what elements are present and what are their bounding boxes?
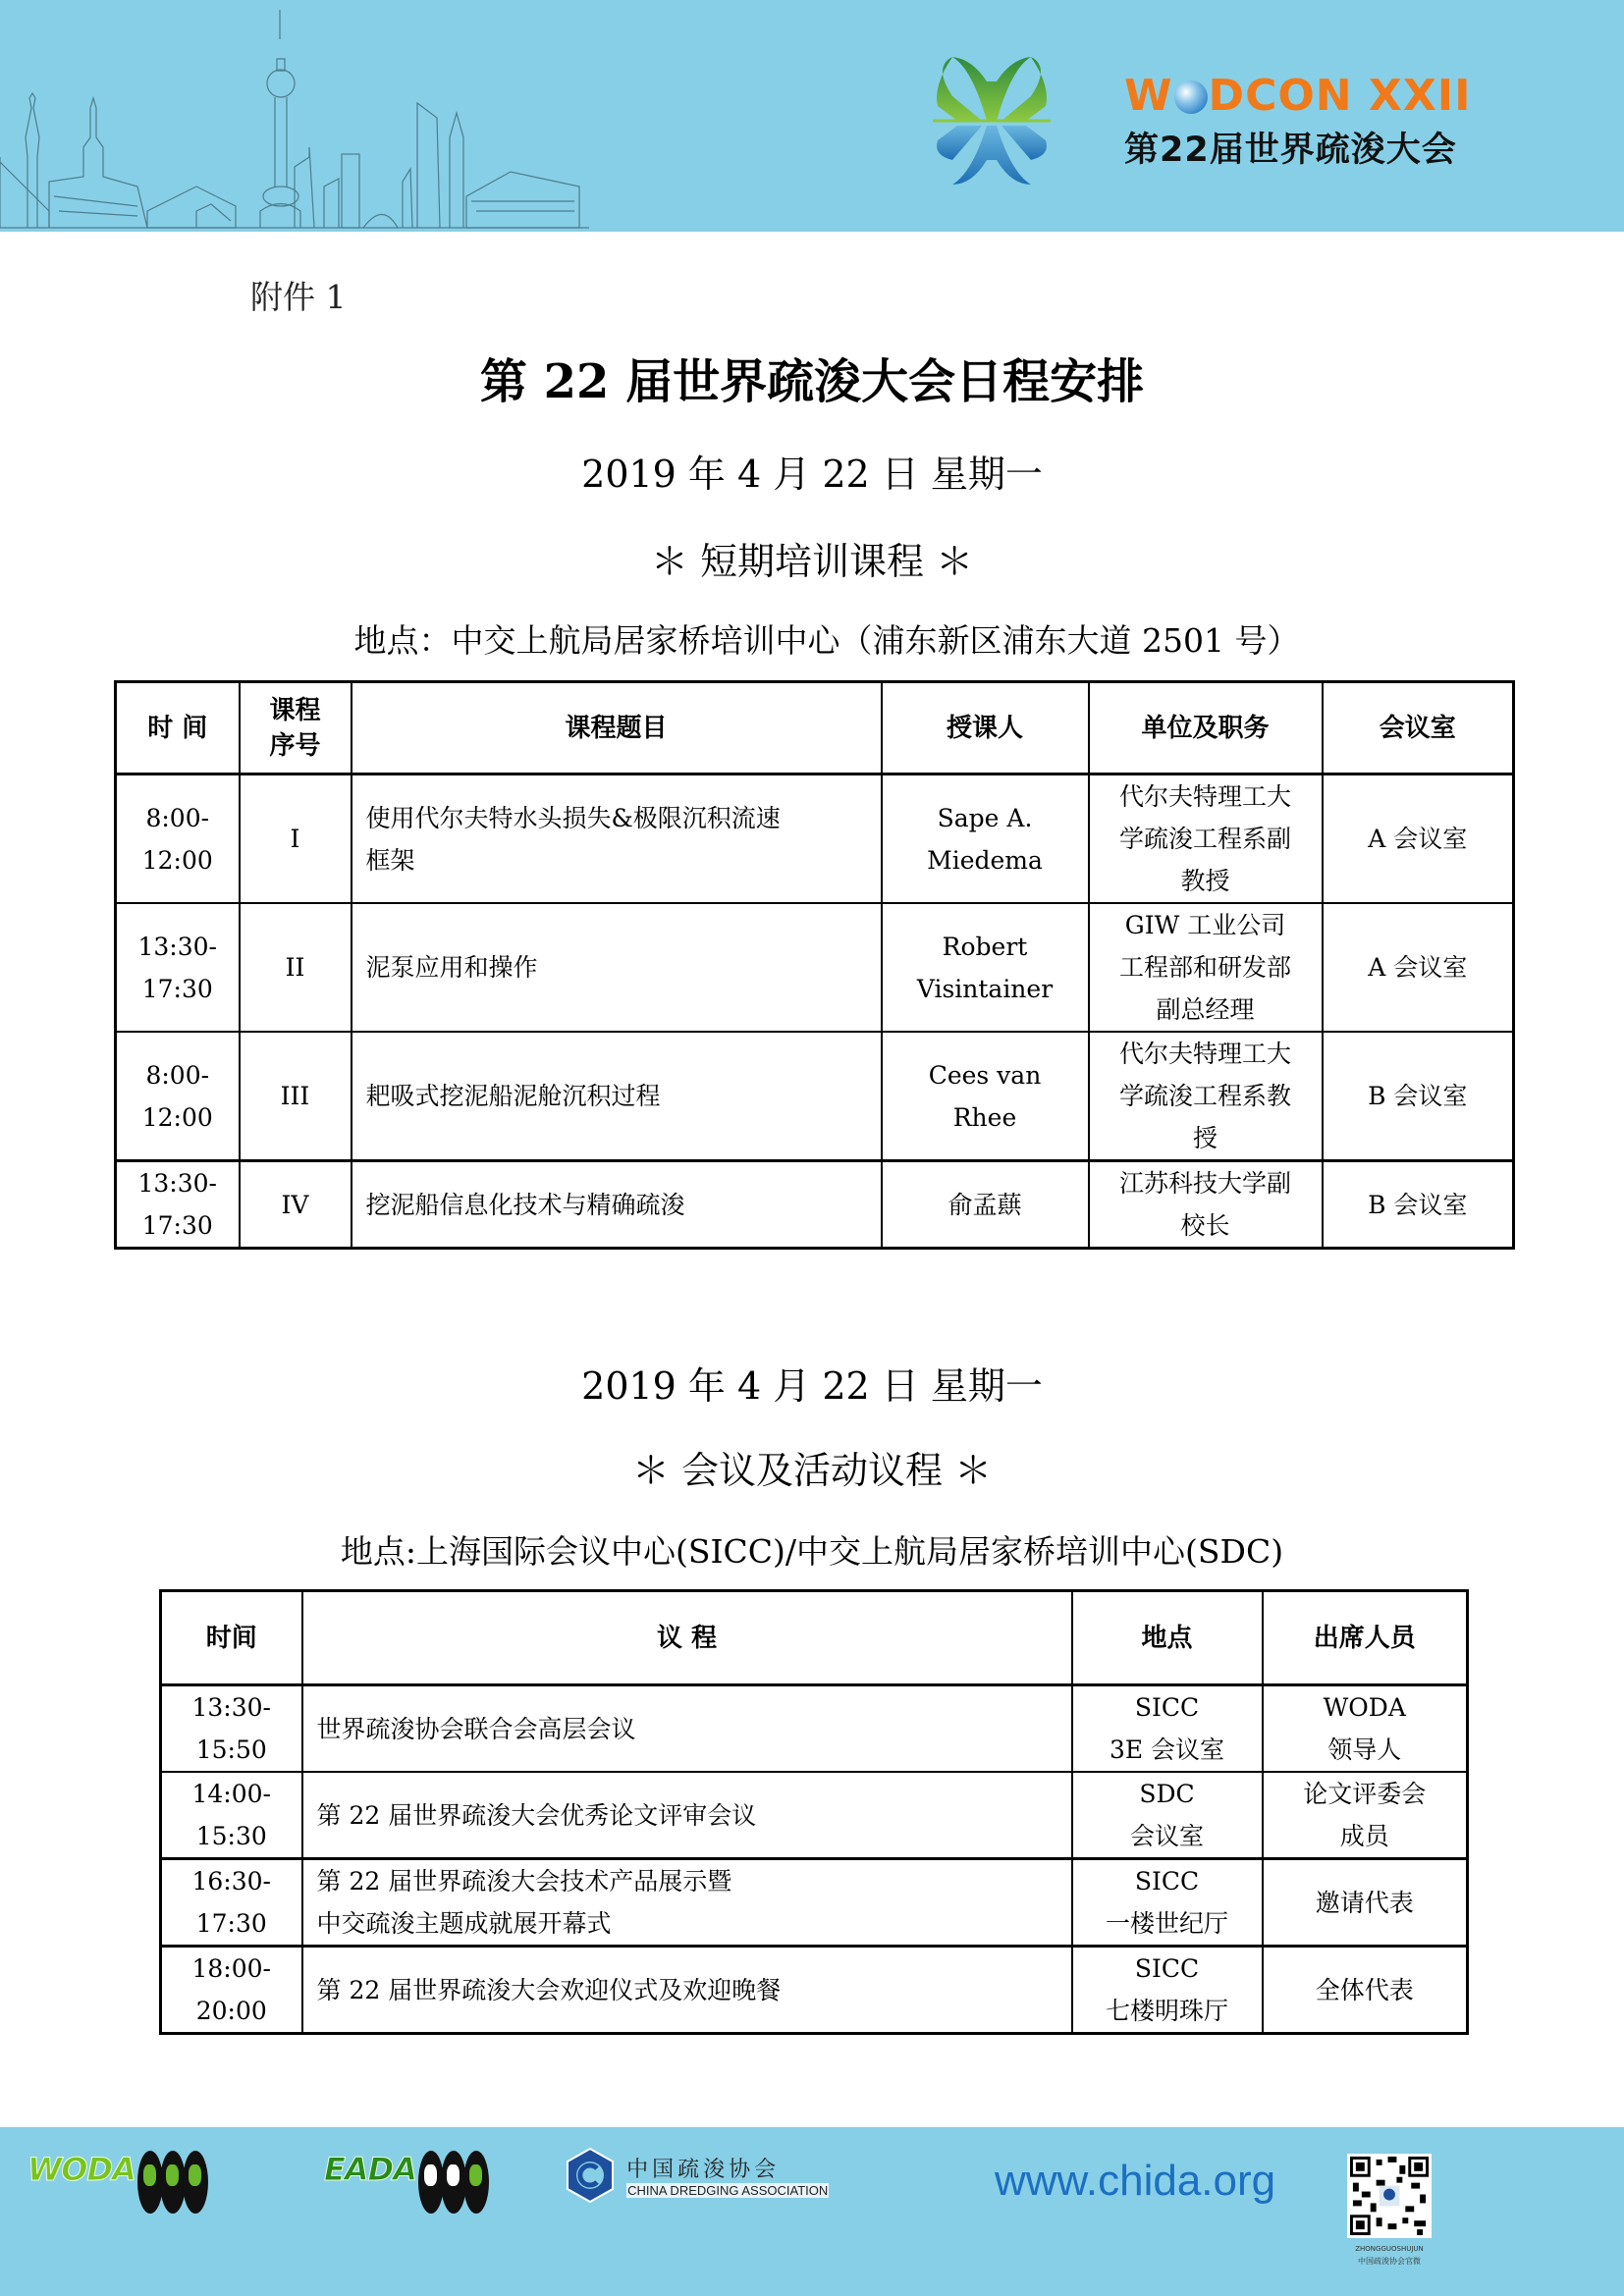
time-cell: 18:00- 20:00 (161, 1947, 302, 2034)
room-cell: A 会议室 (1323, 903, 1514, 1032)
column-header: 时 间 (116, 682, 240, 774)
time-cell: 8:00- 12:00 (116, 774, 240, 904)
affiliation-cell: 代尔夫特理工大 学疏浚工程系教 授 (1089, 1032, 1323, 1161)
header-banner (0, 0, 1624, 232)
qr-code-icon (1347, 2154, 1432, 2238)
attachment-label: 附件 1 (250, 278, 347, 316)
agenda-cell: 第 22 届世界疏浚大会欢迎仪式及欢迎晚餐 (302, 1947, 1072, 2034)
wodcon-logo-chinese: 第22届世界疏浚大会 (1124, 131, 1457, 170)
attendees-cell: WODA 领导人 (1263, 1685, 1468, 1773)
course-number-cell: III (240, 1032, 352, 1161)
place-cell: SICC 一楼世纪厅 (1072, 1859, 1263, 1947)
meetings-agenda-table (159, 1589, 1469, 2035)
place-cell: SDC 会议室 (1072, 1772, 1263, 1859)
affiliation-cell: 代尔夫特理工大 学疏浚工程系副 教授 (1089, 774, 1323, 904)
table-row (161, 1685, 1468, 1773)
column-header: 课程 序号 (240, 682, 352, 774)
course-topic-cell: 泥泵应用和操作 (352, 903, 882, 1032)
lecturer-cell: Sape A. Miedema (882, 774, 1089, 904)
table-row (161, 1772, 1468, 1859)
shanghai-skyline-illustration (0, 0, 589, 232)
time-cell: 14:00- 15:30 (161, 1772, 302, 1859)
agenda-cell: 第 22 届世界疏浚大会技术产品展示暨 中交疏浚主题成就展开幕式 (302, 1859, 1072, 1947)
course-topic-cell: 挖泥船信息化技术与精确疏浚 (352, 1161, 882, 1249)
time-cell: 13:30- 15:50 (161, 1685, 302, 1773)
time-cell: 8:00- 12:00 (116, 1032, 240, 1161)
page-title: 第 22 届世界疏浚大会日程安排 (479, 354, 1145, 409)
table-row (116, 774, 1514, 904)
world-map-icon (137, 2151, 205, 2217)
cda-name-chinese: 中国疏浚协会 (626, 2158, 781, 2182)
footer-banner (0, 2127, 1624, 2296)
table-header-row (116, 682, 1514, 774)
column-header: 出席人员 (1263, 1591, 1468, 1685)
meetings-venue: 地点:上海国际会议中心(SICC)/中交上航局居家桥培训中心(SDC) (340, 1532, 1284, 1571)
column-header: 会议室 (1323, 682, 1514, 774)
column-header: 时间 (161, 1591, 302, 1685)
column-header: 课程题目 (352, 682, 882, 774)
room-cell: B 会议室 (1323, 1161, 1514, 1249)
website-link[interactable]: www.chida.org (995, 2157, 1276, 2205)
training-section-title: ＊ 短期培训课程 ＊ (650, 540, 974, 583)
attendees-cell: 全体代表 (1263, 1947, 1468, 2034)
wodcon-logo-text (1124, 71, 1472, 121)
cda-emblem-icon (565, 2147, 616, 2204)
qr-caption-pinyin: ZHONGGUOSHUJUN (1355, 2245, 1424, 2253)
course-number-cell: I (240, 774, 352, 904)
woda-logo-text: WODA (27, 2151, 135, 2188)
table-row (161, 1947, 1468, 2034)
logo-text-prefix: W (1124, 71, 1173, 121)
training-venue: 地点：中交上航局居家桥培训中心（浦东新区浦东大道 2501 号） (353, 621, 1300, 660)
woda-logo (27, 2151, 205, 2217)
lecturer-cell: Cees van Rhee (882, 1032, 1089, 1161)
time-cell: 16:30- 17:30 (161, 1859, 302, 1947)
globe-icon (1174, 80, 1208, 114)
lecturer-cell: Robert Visintainer (882, 903, 1089, 1032)
place-cell: SICC 3E 会议室 (1072, 1685, 1263, 1773)
logo-text-suffix: DCON XXII (1208, 71, 1472, 121)
course-number-cell: II (240, 903, 352, 1032)
agenda-cell: 第 22 届世界疏浚大会优秀论文评审会议 (302, 1772, 1072, 1859)
qr-caption-chinese: 中国疏浚协会官微 (1358, 2257, 1421, 2266)
course-number-cell: IV (240, 1161, 352, 1249)
course-topic-cell: 耙吸式挖泥船泥舱沉积过程 (352, 1032, 882, 1161)
china-dredging-association-logo (565, 2147, 829, 2204)
eada-logo (324, 2151, 486, 2217)
course-topic-cell: 使用代尔夫特水头损失&极限沉积流速 框架 (352, 774, 882, 904)
attendees-cell: 论文评委会 成员 (1263, 1772, 1468, 1859)
affiliation-cell: GIW 工业公司 工程部和研发部 副总经理 (1089, 903, 1323, 1032)
table-header-row (161, 1591, 1468, 1685)
column-header: 单位及职务 (1089, 682, 1323, 774)
affiliation-cell: 江苏科技大学副 校长 (1089, 1161, 1323, 1249)
place-cell: SICC 七楼明珠厅 (1072, 1947, 1263, 2034)
room-cell: A 会议室 (1323, 774, 1514, 904)
training-date: 2019 年 4 月 22 日 星期一 (581, 453, 1043, 496)
world-map-icon (418, 2151, 486, 2217)
meetings-section-title: ＊ 会议及活动议程 ＊ (631, 1449, 993, 1492)
room-cell: B 会议室 (1323, 1032, 1514, 1161)
column-header: 地点 (1072, 1591, 1263, 1685)
table-row (116, 1161, 1514, 1249)
table-row (116, 1032, 1514, 1161)
attendees-cell: 邀请代表 (1263, 1859, 1468, 1947)
meetings-date: 2019 年 4 月 22 日 星期一 (581, 1364, 1043, 1408)
time-cell: 13:30- 17:30 (116, 903, 240, 1032)
agenda-cell: 世界疏浚协会联合会高层会议 (302, 1685, 1072, 1773)
time-cell: 13:30- 17:30 (116, 1161, 240, 1249)
column-header: 授课人 (882, 682, 1089, 774)
cda-name-english: CHINA DREDGING ASSOCIATION (627, 2183, 829, 2198)
table-row (116, 903, 1514, 1032)
training-schedule-table (114, 680, 1515, 1250)
eada-logo-text: EADA (324, 2151, 416, 2188)
lecturer-cell: 俞孟蕻 (882, 1161, 1089, 1249)
table-row (161, 1859, 1468, 1947)
wodcon-x-logo (928, 47, 1056, 194)
column-header: 议 程 (302, 1591, 1072, 1685)
